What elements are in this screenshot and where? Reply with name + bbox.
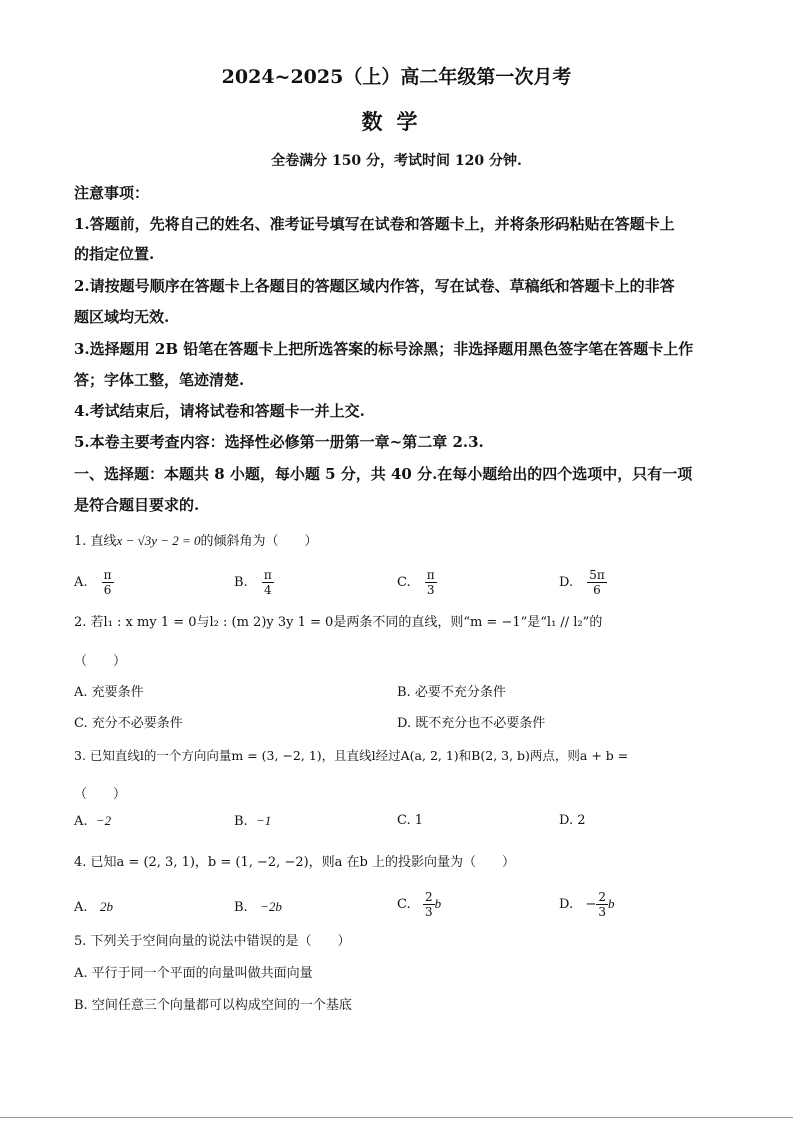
note-line: 4.考试结束后，请将试卷和答题卡一并上交. (74, 402, 365, 420)
option-label: B. (234, 900, 248, 915)
question-1-pre: 1. 直线 (74, 534, 117, 549)
section-heading-cont: 是符合题目要求的. (74, 496, 200, 514)
note-line: 的指定位置. (74, 245, 155, 263)
option-label: D. (559, 897, 574, 912)
option-label: B. (74, 998, 88, 1013)
note-line: 2.请按题号顺序在答题卡上各题目的答题区域内作答，写在试卷、草稿纸和答题卡上的非答 (74, 277, 675, 295)
option-numerator: 2 (425, 890, 433, 904)
q1-option-b[interactable] (234, 568, 274, 597)
option-label: B. (397, 685, 411, 700)
option-label: A. (74, 966, 88, 981)
option-denominator: 6 (103, 583, 112, 597)
option-numerator: π (103, 568, 112, 582)
question-2: 2. 若l₁ : x my 1 = 0与l₂ : (m 2)y 3y 1 = 0是两条不同的直线，则“m = −1”是“l₁ // l₂”的 (74, 615, 603, 630)
option-denominator: 4 (263, 583, 272, 597)
option-text: 空间任意三个向量都可以构成空间的一个基底 (91, 998, 352, 1013)
option-text: 1 (414, 813, 424, 828)
q4-option-b[interactable] (234, 899, 282, 915)
option-label: A. (74, 685, 88, 700)
option-denominator: 3 (425, 905, 433, 919)
note-line: 3.选择题用 2B 铅笔在答题卡上把所选答案的标号涂黑；非选择题用黑色签字笔在答题卡上作 (74, 340, 694, 358)
option-label: D. (559, 813, 574, 828)
option-text: −2b (260, 899, 282, 914)
q2-option-d[interactable] (397, 712, 545, 731)
option-label: C. (397, 897, 411, 912)
option-label: A. (74, 900, 88, 915)
q1-option-a[interactable] (74, 568, 114, 597)
page-bottom-divider (0, 1117, 793, 1118)
question-4: 4. 已知a = (2, 3, 1)，b = (1, −2, −2)，则a 在b 上的投影向量为（ ） (74, 855, 516, 870)
option-label: B. (234, 575, 248, 590)
option-text: −2 (95, 813, 112, 828)
option-text: 2b (99, 899, 113, 914)
option-var: b (434, 896, 442, 911)
option-text: 必要不充分条件 (414, 685, 506, 700)
option-numerator: π (426, 568, 435, 582)
option-label: A. (74, 814, 88, 829)
q3-option-a[interactable] (74, 813, 111, 829)
q1-option-c[interactable] (397, 568, 437, 597)
q1-option-d[interactable] (559, 568, 607, 597)
q2-option-c[interactable] (74, 712, 183, 731)
option-denominator: 3 (598, 905, 607, 919)
notes-heading: 注意事项： (74, 184, 150, 202)
option-label: B. (234, 814, 248, 829)
question-3-paren: （ ） (74, 787, 127, 802)
question-1-equation: x − √3y − 2 = 0 (116, 533, 201, 548)
option-denominator: 6 (593, 583, 601, 597)
note-line: 5.本卷主要考查内容：选择性必修第一册第一章~第二章 2.3. (74, 433, 484, 451)
option-sign: − (585, 897, 597, 912)
option-text: 充要条件 (91, 685, 144, 700)
option-denominator: 3 (426, 583, 435, 597)
option-text: −1 (255, 813, 272, 828)
exam-title: 2024~2025（上）高二年级第一次月考 (221, 66, 572, 88)
note-line: 1.答题前，先将自己的姓名、准考证号填写在试卷和答题卡上，并将条形码粘贴在答题卡上 (74, 215, 675, 233)
option-numerator: 2 (598, 890, 607, 904)
option-numerator: 5π (589, 568, 605, 582)
option-text: 充分不必要条件 (91, 716, 183, 731)
option-var: b (608, 896, 615, 911)
option-text: 既不充分也不必要条件 (415, 716, 546, 731)
q3-option-b[interactable] (234, 813, 271, 829)
option-numerator: π (263, 568, 272, 582)
note-line: 答；字体工整，笔迹清楚. (74, 371, 245, 389)
option-label: D. (397, 716, 412, 731)
exam-info: 全卷满分 150 分，考试时间 120 分钟. (271, 153, 522, 169)
option-label: C. (397, 813, 411, 828)
q5-option-a[interactable] (74, 962, 313, 981)
q4-option-a[interactable] (74, 899, 113, 915)
q4-option-d[interactable] (559, 890, 615, 919)
q3-option-d[interactable] (559, 813, 586, 828)
question-1 (74, 530, 318, 549)
question-3: 3. 已知直线l的一个方向向量m = (3, −2, 1)，且直线l经过A(a, 2, 1)和B(2, 3, b)两点，则a + b = (74, 748, 629, 763)
option-label: C. (397, 575, 411, 590)
note-line: 题区域均无效. (74, 308, 170, 326)
question-2-paren: （ ） (74, 654, 127, 669)
q2-option-a[interactable] (74, 681, 144, 700)
option-text: 2 (577, 813, 586, 828)
option-label: C. (74, 716, 88, 731)
section-heading: 一、选择题：本题共 8 小题，每小题 5 分，共 40 分.在每小题给出的四个选项中，只有一项 (74, 465, 693, 483)
option-label: A. (74, 575, 88, 590)
q5-option-b[interactable] (74, 994, 352, 1013)
question-1-post: 的倾斜角为（ ） (200, 534, 318, 549)
q4-option-c[interactable] (397, 890, 441, 919)
subject-title: 数学 (361, 109, 432, 134)
option-text: 平行于同一个平面的向量叫做共面向量 (91, 966, 313, 981)
option-label: D. (559, 575, 574, 590)
q2-option-b[interactable] (397, 681, 506, 700)
q3-option-c[interactable] (397, 813, 423, 828)
question-5: 5. 下列关于空间向量的说法中错误的是（ ） (74, 934, 351, 949)
